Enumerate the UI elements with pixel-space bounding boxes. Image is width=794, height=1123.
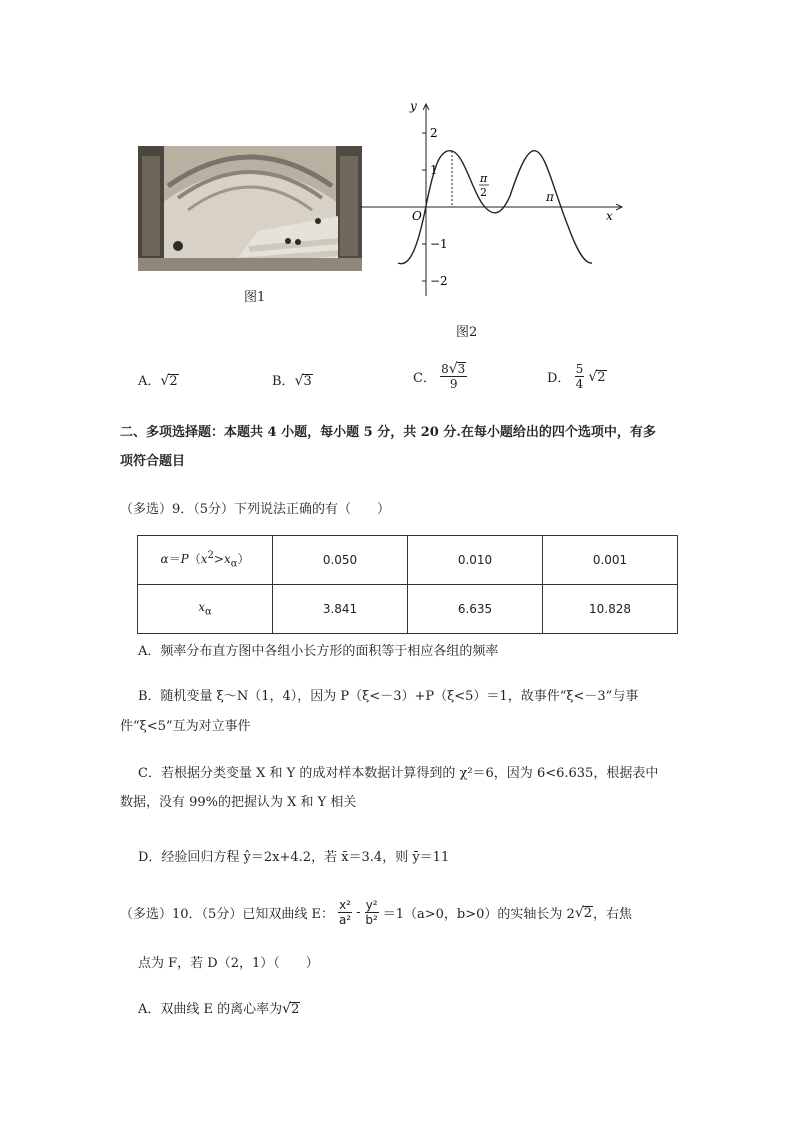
table-cell: 3.841 bbox=[273, 585, 408, 634]
q9-option-b-line1: B．随机变量 ξ～N（1，4），因为 P（ξ<－3）+P（ξ<5）＝1，故事件“ξ<－3”与事 bbox=[138, 689, 639, 704]
table-cell: 0.050 bbox=[273, 536, 408, 585]
q9-stem: （多选）9．（5分）下列说法正确的有（ ） bbox=[120, 502, 391, 517]
table-cell: 0.010 bbox=[408, 536, 543, 585]
pi-half-den: 2 bbox=[480, 186, 487, 199]
pi-half-num: π bbox=[480, 172, 488, 185]
section-heading: 二、多项选择题：本题共 4 小题，每小题 5 分，共 20 分.在每小题给出的四个选项中，有多 项符合题目 bbox=[120, 425, 656, 469]
library-photo bbox=[138, 146, 362, 271]
q9-option-d: D．经验回归方程 ŷ＝2x+4.2，若 x̄＝3.4，则 ȳ＝11 bbox=[138, 850, 450, 865]
q9-option-b-line2: 件“ξ<5”互为对立事件 bbox=[120, 719, 251, 734]
q9-option-c-line2: 数据，没有 99%的把握认为 X 和 Y 相关 bbox=[120, 795, 357, 810]
table-head-x: $x_\alpha$ bbox=[138, 585, 273, 634]
chi-square-table bbox=[137, 535, 678, 634]
q10-stem-line2: 点为 F，若 D（2，1）（ ） bbox=[138, 956, 319, 971]
q10-stem: （多选）10．（5分）已知双曲线 E： $\frac{\text{x²}}{\text{a²}}$ - $\frac{\text{y²}}{\text{b²}}$ ＝1（a>0，b>0）的实轴长为 2√2，右焦 bbox=[120, 898, 633, 927]
table-cell: 0.001 bbox=[543, 536, 678, 585]
origin-label: O bbox=[412, 209, 422, 223]
q10-option-a: A．双曲线 E 的离心率为√2 bbox=[138, 1001, 300, 1017]
y-axis-label: y bbox=[410, 99, 417, 113]
option-b: B．√3 bbox=[272, 373, 312, 389]
q9-option-c-line1: C．若根据分类变量 X 和 Y 的成对样本数据计算得到的 χ²＝6，因为 6<6.635，根据表中 bbox=[138, 766, 659, 781]
y-tick-neg1: −1 bbox=[430, 237, 448, 251]
option-c: C． $\frac{8√3}{9}$ bbox=[413, 361, 466, 391]
table-cell: 10.828 bbox=[543, 585, 678, 634]
table-cell: 6.635 bbox=[408, 585, 543, 634]
table-head-alpha: $\alpha=P(x^2>x_\alpha)$ bbox=[138, 536, 273, 585]
y-tick-1: 1 bbox=[430, 163, 438, 177]
y-tick-2: 2 bbox=[430, 126, 438, 140]
figure2-caption: 图2 bbox=[456, 325, 478, 340]
pi-label: π bbox=[546, 190, 554, 204]
sine-graph bbox=[360, 96, 630, 296]
y-tick-neg2: −2 bbox=[430, 274, 448, 288]
x-axis-label: x bbox=[606, 209, 613, 223]
q9-option-a: A．频率分布直方图中各组小长方形的面积等于相应各组的频率 bbox=[138, 644, 499, 659]
figure1-caption: 图1 bbox=[244, 290, 266, 305]
option-a: A．√2 bbox=[138, 373, 178, 389]
option-d: D． $\frac{5}{4}$ √2 bbox=[547, 362, 606, 391]
